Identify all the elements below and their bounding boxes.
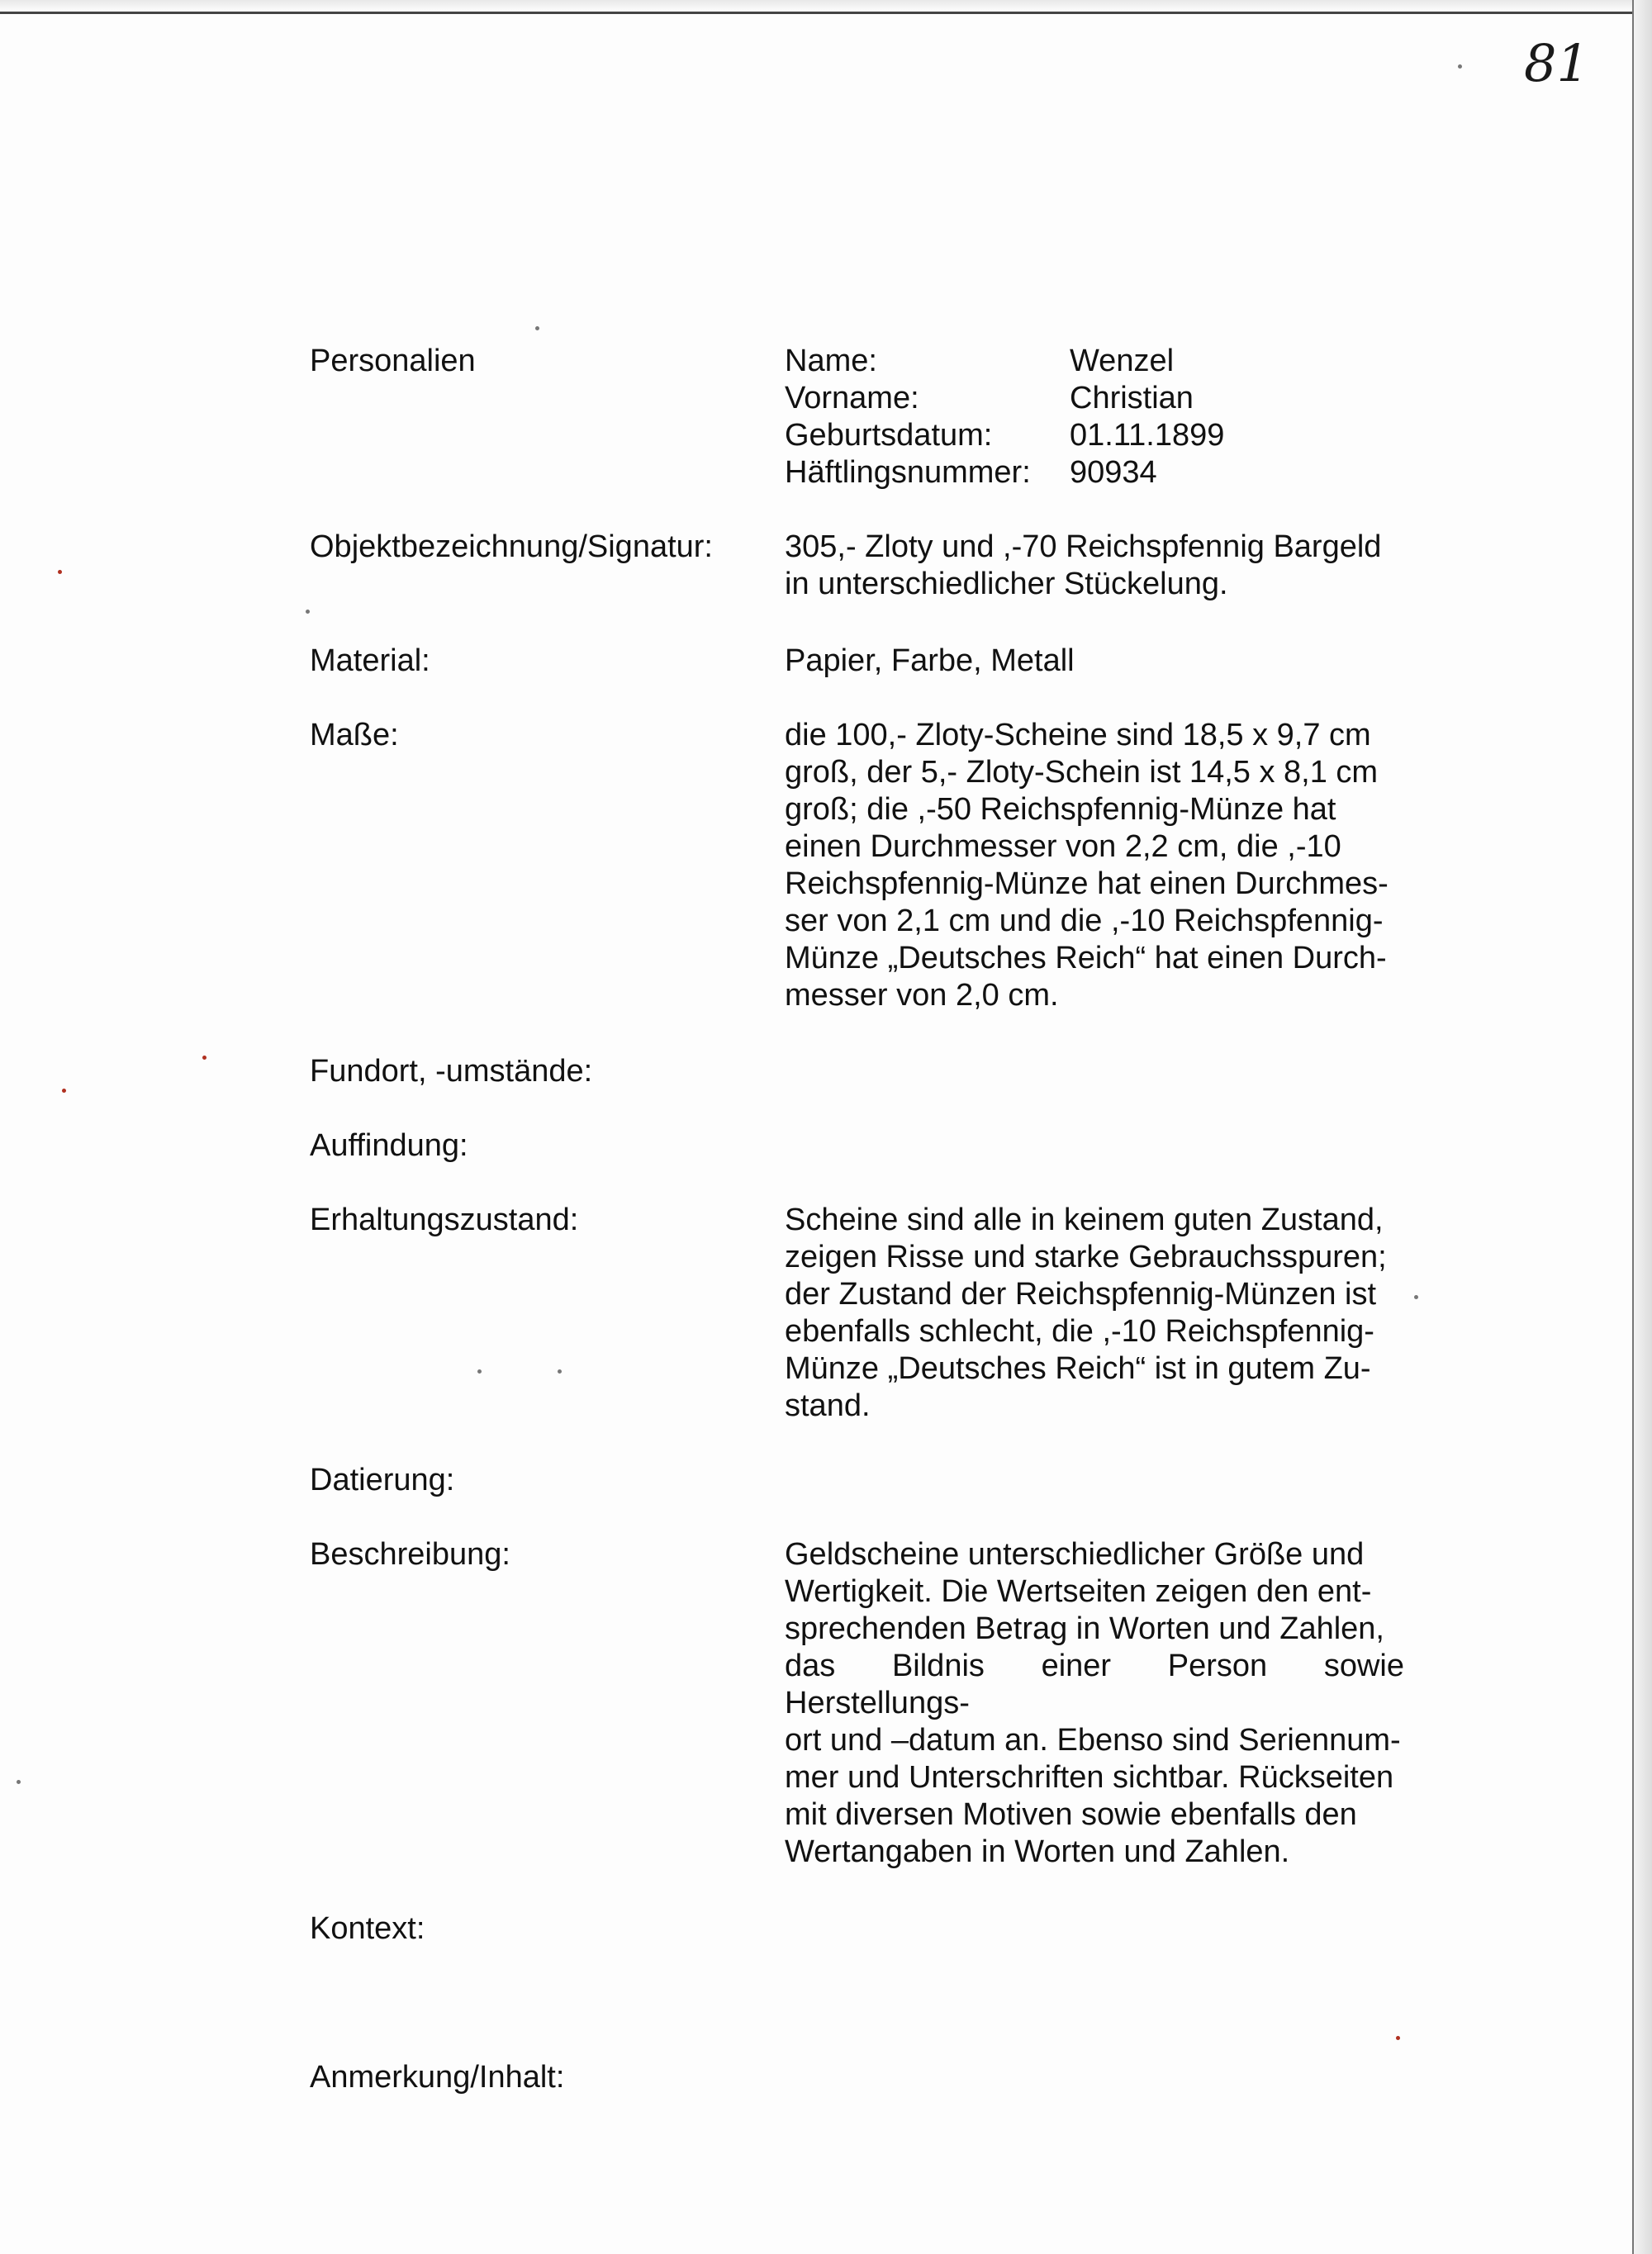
scan-speck (558, 1369, 562, 1374)
value-objektbezeichnung (785, 529, 1404, 603)
scan-speck (306, 610, 310, 614)
personalien-row-geburtsdatum (785, 417, 1224, 454)
text-line: Wertigkeit. Die Wertseiten zeigen den ent- (785, 1574, 1372, 1609)
text-line: Scheine sind alle in keinem guten Zustand, (785, 1203, 1384, 1237)
text-line: ebenfalls schlecht, die ,-10 Reichspfennig- (785, 1314, 1374, 1349)
text-line: der Zustand der Reichspfennig-Münzen ist (785, 1277, 1377, 1312)
field-key: Geburtsdatum: (785, 418, 993, 453)
field-value: Christian (1070, 381, 1194, 415)
text-line: Münze „Deutsches Reich“ hat einen Durch- (785, 941, 1387, 975)
scan-speck (535, 326, 539, 330)
personalien-row-haeftlingsnummer (785, 454, 1224, 491)
text-line: Münze „Deutsches Reich“ ist in gutem Zu- (785, 1351, 1371, 1386)
value-masse (785, 717, 1404, 1014)
scan-right-edge (1632, 0, 1652, 2254)
text-line: messer von 2,0 cm. (785, 978, 1059, 1013)
field-value: 90934 (1070, 455, 1157, 490)
personalien-row-name (785, 343, 1224, 380)
scan-speck (1414, 1295, 1418, 1299)
text-line: die 100,- Zloty-Scheine sind 18,5 x 9,7 cm (785, 718, 1371, 752)
text-line: das Bildnis einer Person sowie Herstellungs- (785, 1649, 1404, 1720)
scan-speck (58, 570, 62, 574)
personalien-table (785, 343, 1224, 491)
label-beschreibung: Beschreibung: (310, 1537, 510, 1572)
label-masse: Maße: (310, 718, 399, 752)
handwritten-page-number: 81 (1524, 33, 1589, 93)
text-line: groß, der 5,- Zloty-Schein ist 14,5 x 8,1 cm (785, 755, 1379, 790)
text-line: mer und Unterschriften sichtbar. Rückseiten (785, 1760, 1394, 1795)
personalien-row-vorname (785, 380, 1224, 417)
field-value: 01.11.1899 (1070, 418, 1225, 453)
text-line: stand. (785, 1388, 871, 1423)
scan-speck (477, 1369, 482, 1374)
field-key: Name: (785, 344, 877, 378)
text-line: mit diversen Motiven sowie ebenfalls den (785, 1797, 1357, 1832)
text-line: einen Durchmesser von 2,2 cm, die ,-10 (785, 829, 1341, 864)
label-datierung: Datierung: (310, 1463, 455, 1497)
text-line: Geldscheine unterschiedlicher Größe und (785, 1537, 1365, 1572)
value-erhaltungszustand (785, 1202, 1404, 1425)
label-fundort: Fundort, -umstände: (310, 1054, 593, 1089)
text-line: zeigen Risse und starke Gebrauchsspuren; (785, 1240, 1387, 1274)
scan-speck (1396, 2036, 1400, 2040)
text-line: ort und –datum an. Ebenso sind Seriennum- (785, 1723, 1401, 1758)
text-line: sprechenden Betrag in Worten und Zahlen, (785, 1611, 1384, 1646)
scan-speck (1458, 64, 1462, 69)
value-material (785, 643, 1404, 680)
text-line: Reichspfennig-Münze hat einen Durchmes- (785, 866, 1389, 901)
label-material: Material: (310, 643, 430, 678)
label-erhaltungszustand: Erhaltungszustand: (310, 1203, 579, 1237)
text-line: ser von 2,1 cm und die ,-10 Reichspfennig- (785, 904, 1384, 938)
label-auffindung: Auffindung: (310, 1128, 468, 1163)
scan-speck (17, 1780, 21, 1784)
field-value: Wenzel (1070, 344, 1175, 378)
field-key: Vorname: (785, 381, 919, 415)
label-kontext: Kontext: (310, 1911, 425, 1946)
text-line: 305,- Zloty und ,-70 Reichspfennig Bargeld (785, 529, 1382, 564)
label-personalien: Personalien (310, 344, 476, 378)
scan-speck (202, 1056, 206, 1060)
scan-top-edge (0, 0, 1652, 14)
scan-speck (62, 1089, 66, 1093)
value-beschreibung (785, 1536, 1404, 1871)
field-key: Häftlingsnummer: (785, 455, 1031, 490)
label-anmerkung: Anmerkung/Inhalt: (310, 2060, 565, 2095)
label-objektbezeichnung: Objektbezeichnung/Signatur: (310, 529, 713, 564)
text-line: Papier, Farbe, Metall (785, 643, 1075, 678)
text-line: in unterschiedlicher Stückelung. (785, 567, 1228, 601)
text-line: groß; die ,-50 Reichspfennig-Münze hat (785, 792, 1336, 827)
text-line: Wertangaben in Worten und Zahlen. (785, 1834, 1290, 1869)
